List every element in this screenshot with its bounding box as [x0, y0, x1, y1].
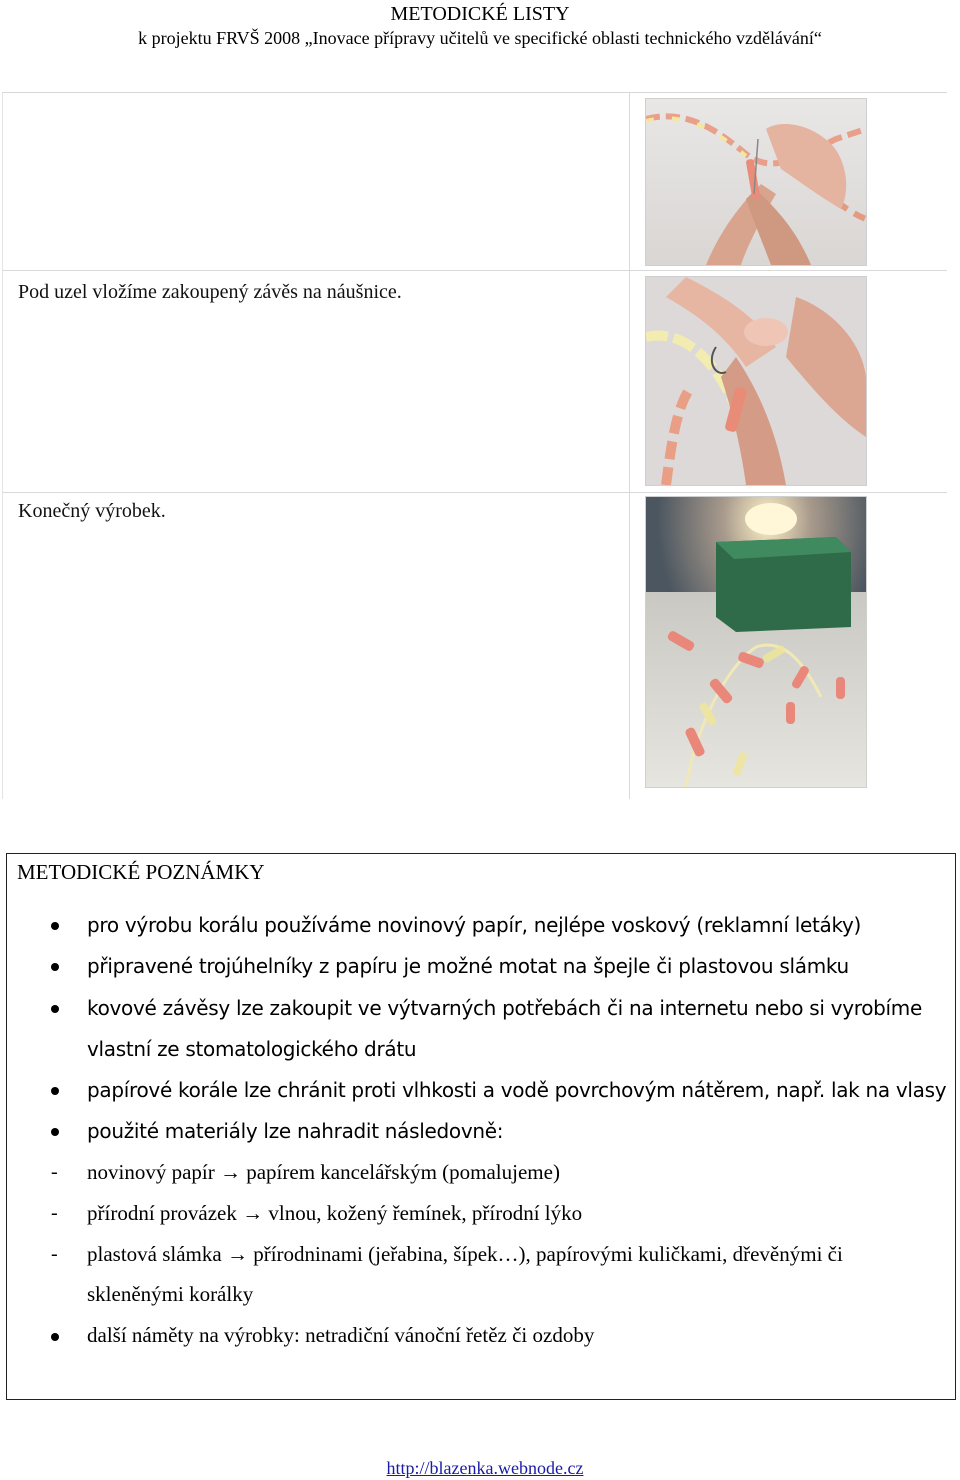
- note-bullet: použité materiály lze nahradit následovně:: [87, 1119, 504, 1143]
- note-bullet: papírové korále lze chránit proti vlhkosti a vodě povrchovým nátěrem, např. lak na vlasy: [87, 1078, 947, 1102]
- methodical-notes-box: [6, 853, 956, 1400]
- footer-link[interactable]: http://blazenka.webnode.cz: [386, 1458, 584, 1478]
- note-bullet: pro výrobu korálu používáme novinový papír, nejlépe voskový (reklamní letáky): [87, 913, 862, 937]
- step-caption-final: Konečný výrobek.: [18, 500, 166, 522]
- document-subtitle: k projektu FRVŠ 2008 „Inovace přípravy učitelů ve specifické oblasti technického vzdělávání“: [138, 28, 822, 48]
- note-bullet: připravené trojúhelníky z papíru je možné motat na špejle či plastovou slámku: [87, 954, 849, 978]
- note-bullet: kovové závěsy lze zakoupit ve výtvarných potřebách či na internetu nebo si vyrobíme: [87, 996, 922, 1020]
- note-dash-item: plastová slámka → přírodninami (jeřabina, šípek…), papírovými kuličkami, dřevěnými či: [87, 1242, 843, 1266]
- dash-marker: -: [51, 1202, 58, 1224]
- dash-marker: -: [51, 1161, 58, 1183]
- dash-marker: -: [51, 1243, 58, 1265]
- bullet-icon: [51, 1005, 59, 1013]
- note-dash-item: přírodní provázek → vlnou, kožený řemínek, přírodní lýko: [87, 1201, 583, 1225]
- note-bullet: další náměty na výrobky: netradiční vánoční řetěz či ozdoby: [87, 1323, 595, 1347]
- photo-threading-beads: [645, 98, 867, 266]
- bullet-icon: [51, 1087, 59, 1095]
- document-title: METODICKÉ LISTY: [390, 3, 570, 25]
- step-caption-earring: Pod uzel vložíme zakoupený závěs na náušnice.: [18, 281, 402, 303]
- note-dash-item: novinový papír → papírem kancelářským (pomalujeme): [87, 1160, 560, 1184]
- bullet-icon: [51, 922, 59, 930]
- bullet-icon: [51, 1333, 59, 1341]
- note-dash-continuation: skleněnými korálky: [87, 1282, 254, 1306]
- bullet-icon: [51, 963, 59, 971]
- row-divider: [3, 492, 947, 493]
- column-divider: [629, 93, 630, 799]
- notes-title: METODICKÉ POZNÁMKY: [17, 860, 265, 884]
- note-bullet-continuation: vlastní ze stomatologického drátu: [87, 1037, 417, 1061]
- photo-earring-hook: [645, 276, 867, 486]
- bullet-icon: [51, 1128, 59, 1136]
- photo-final-product: [645, 496, 867, 788]
- row-divider: [3, 270, 947, 271]
